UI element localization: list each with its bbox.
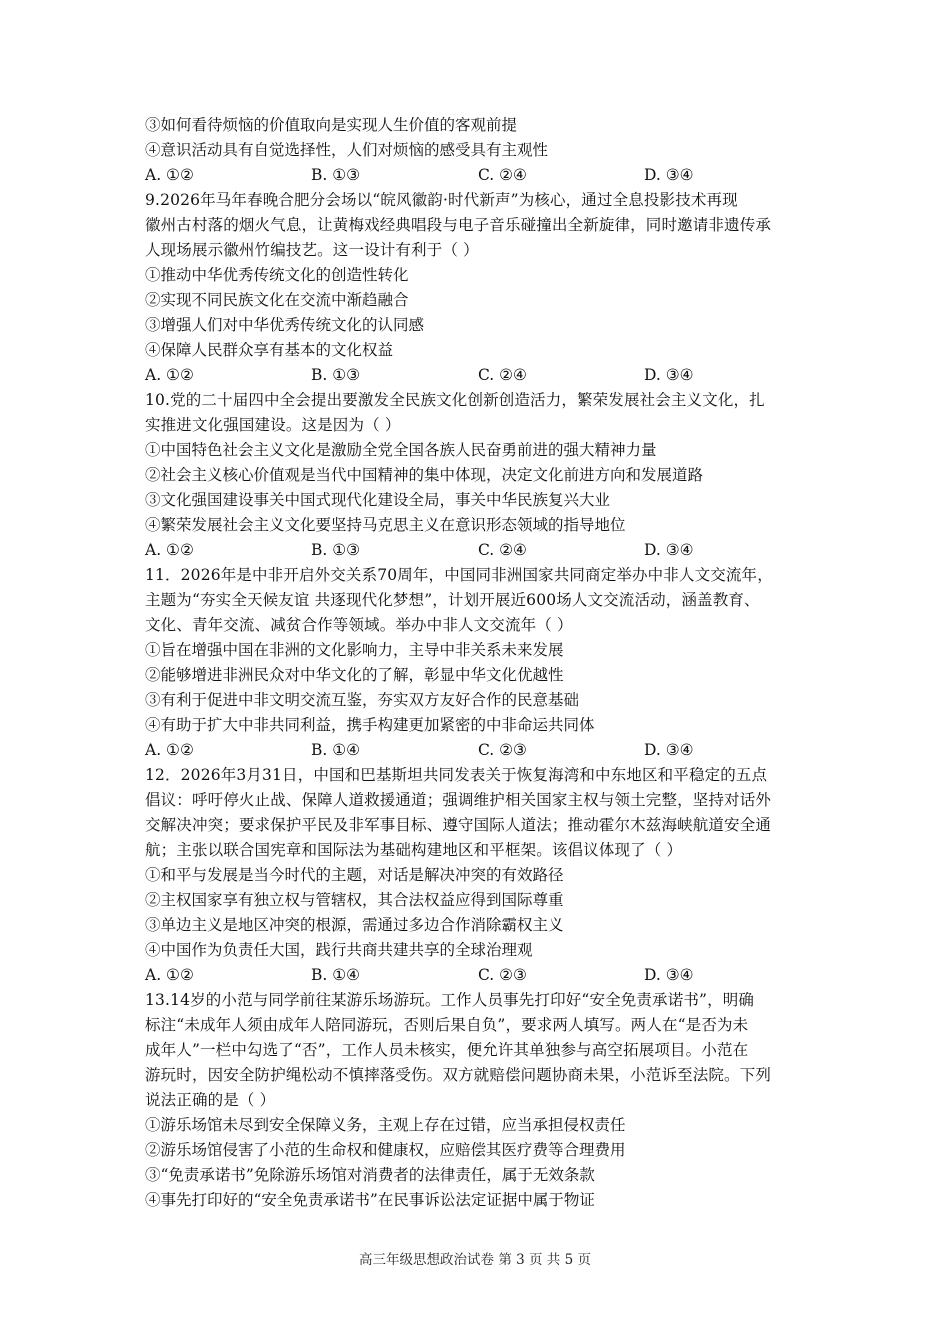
option-b: B. ①④	[311, 966, 361, 984]
statement: ②社会主义核心价值观是当代中国精神的集中体现，决定文化前进方向和发展道路	[145, 466, 704, 484]
option-d: D. ③④	[644, 966, 694, 984]
question-9	[145, 188, 815, 388]
option-c: C. ②③	[478, 741, 527, 759]
question-stem: 人现场展示徽州竹编技艺。这一设计有利于（ ）	[145, 241, 479, 259]
question-stem: 说法正确的是（ ）	[145, 1091, 276, 1109]
option-row	[145, 363, 815, 388]
question-stem: 航；主张以联合国宪章和国际法为基础构建地区和平框架。该倡议体现了（ ）	[145, 841, 683, 859]
option-a: A. ①②	[145, 966, 194, 984]
question-stem: 实推进文化强国建设。这是因为（ ）	[145, 416, 401, 434]
statement: ②能够增进非洲民众对中华文化的了解，彰显中华文化优越性	[145, 666, 564, 684]
option-d: D. ③④	[644, 741, 694, 759]
statement: ②游乐场馆侵害了小范的生命权和健康权，应赔偿其医疗费等合理费用	[145, 1141, 626, 1159]
question-10	[145, 388, 815, 563]
statement: ③文化强国建设事关中国式现代化建设全局，事关中华民族复兴大业	[145, 491, 611, 509]
page-content	[145, 113, 815, 1213]
option-row	[145, 738, 815, 763]
question-stem: 12．2026年3月31日，中国和巴基斯坦共同发表关于恢复海湾和中东地区和平稳定的五点	[145, 766, 768, 784]
option-a: A. ①②	[145, 166, 194, 184]
question-stem: 标注“未成年人须由成年人陪同游玩，否则后果自负”，要求两人填写。两人在“是否为未	[145, 1016, 749, 1034]
statement: ①游乐场馆未尽到安全保障义务，主观上存在过错，应当承担侵权责任	[145, 1116, 626, 1134]
question-stem: 13.14岁的小范与同学前往某游乐场游玩。工作人员事先打印好“安全免责承诺书”，明确	[145, 991, 755, 1009]
question-stem: 游玩时，因安全防护绳松动不慎摔落受伤。双方就赔偿问题协商未果，小范诉至法院。下列	[145, 1066, 772, 1084]
statement: ③“免责承诺书”免除游乐场馆对消费者的法律责任，属于无效条款	[145, 1166, 595, 1184]
statement: ①推动中华优秀传统文化的创造性转化	[145, 266, 409, 284]
question-stem: 倡议：呼吁停火止战、保障人道救援通道；强调维护相关国家主权与领土完整，坚持对话外	[145, 791, 772, 809]
question-stem: 10.党的二十届四中全会提出要激发全民族文化创新创造活力，繁荣发展社会主义文化，扎	[145, 391, 765, 409]
option-a: A. ①②	[145, 541, 194, 559]
option-d: D. ③④	[644, 541, 694, 559]
option-c: C. ②③	[478, 966, 527, 984]
option-row	[145, 963, 815, 988]
option-d: D. ③④	[644, 366, 694, 384]
question-12	[145, 763, 815, 988]
option-a: A. ①②	[145, 366, 194, 384]
option-b: B. ①③	[311, 541, 361, 559]
statement: ③有利于促进中非文明交流互鉴，夯实双方友好合作的民意基础	[145, 691, 580, 709]
statement: ③单边主义是地区冲突的根源，需通过多边合作消除霸权主义	[145, 916, 564, 934]
question-stem: 11．2026年是中非开启外交关系70周年，中国同非洲国家共同商定举办中非人文交流年，	[145, 566, 773, 584]
option-c: C. ②④	[478, 541, 527, 559]
option-row	[145, 538, 815, 563]
question-stem: 交解决冲突；要求保护平民及非军事目标、遵守国际人道法；推动霍尔木兹海峡航道安全通	[145, 816, 772, 834]
statement: ④意识活动具有自觉选择性，人们对烦恼的感受具有主观性	[145, 141, 549, 159]
statement: ④繁荣发展社会主义文化要坚持马克思主义在意识形态领域的指导地位	[145, 516, 626, 534]
question-11	[145, 563, 815, 763]
question-stem: 9.2026年马年春晚合肥分会场以“皖风徽韵·时代新声”为核心，通过全息投影技术再现	[145, 191, 738, 209]
option-b: B. ①④	[311, 741, 361, 759]
statement: ②实现不同民族文化在交流中渐趋融合	[145, 291, 409, 309]
option-b: B. ①③	[311, 166, 361, 184]
question-stem: 成年人”一栏中勾选了“否”，工作人员未核实，便允许其单独参与高空拓展项目。小范在	[145, 1041, 749, 1059]
page-footer: 高三年级思想政治试卷 第 3 页 共 5 页	[359, 1252, 591, 1268]
option-c: C. ②④	[478, 166, 527, 184]
option-b: B. ①③	[311, 366, 361, 384]
question-stem: 徽州古村落的烟火气息，让黄梅戏经典唱段与电子音乐碰撞出全新旋律，同时邀请非遗传承	[145, 216, 772, 234]
statement: ②主权国家享有独立权与管辖权，其合法权益应得到国际尊重	[145, 891, 564, 909]
statement: ③如何看待烦恼的价值取向是实现人生价值的客观前提	[145, 116, 518, 134]
option-c: C. ②④	[478, 366, 527, 384]
statement: ①中国特色社会主义文化是激励全党全国各族人民奋勇前进的强大精神力量	[145, 441, 657, 459]
option-d: D. ③④	[644, 166, 694, 184]
statement: ④中国作为负责任大国，践行共商共建共享的全球治理观	[145, 941, 533, 959]
option-row	[145, 163, 815, 188]
statement: ④有助于扩大中非共同利益，携手构建更加紧密的中非命运共同体	[145, 716, 595, 734]
question-stem: 主题为“夯实全天候友谊 共逐现代化梦想”，计划开展近600场人文交流活动，涵盖教育、	[145, 591, 760, 609]
option-a: A. ①②	[145, 741, 194, 759]
question-stem: 文化、青年交流、减贫合作等领域。举办中非人文交流年（ ）	[145, 616, 573, 634]
statement: ③增强人们对中华优秀传统文化的认同感	[145, 316, 425, 334]
question-13	[145, 988, 815, 1213]
statement: ④保障人民群众享有基本的文化权益	[145, 341, 394, 359]
statement: ④事先打印好的“安全免责承诺书”在民事诉讼法定证据中属于物证	[145, 1191, 595, 1209]
statement: ①旨在增强中国在非洲的文化影响力，主导中非关系未来发展	[145, 641, 564, 659]
statement: ①和平与发展是当今时代的主题，对话是解决冲突的有效路径	[145, 866, 564, 884]
